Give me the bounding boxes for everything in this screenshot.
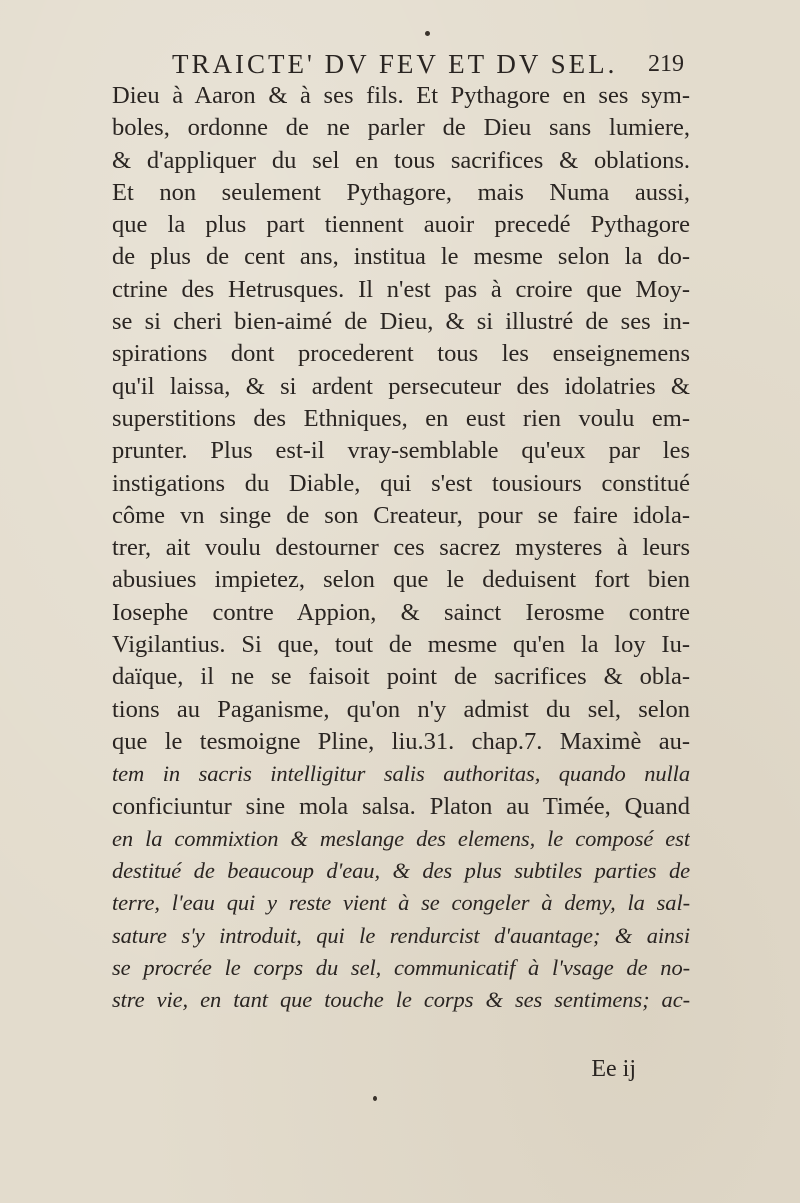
text-line: que le tesmoigne Pline, liu.31. chap.7. Maximè au- <box>112 727 690 755</box>
text-line: que la plus part tiennent auoir precedé Pythagore <box>112 211 690 239</box>
text-line: spirations dont procederent tous les enseignemens <box>112 340 690 368</box>
page-footer <box>556 1052 636 1086</box>
text-line: tions au Paganisme, qu'on n'y admist du sel, selon <box>112 695 690 723</box>
text-line: superstitions des Ethniques, en eust rien voulu em- <box>112 404 690 432</box>
text-line: daïque, il ne se faisoit point de sacrifices & obla- <box>112 663 690 691</box>
text-line: prunter. Plus est-il vray-semblable qu'eux par les <box>112 437 690 465</box>
page-number: 219 <box>648 51 684 77</box>
text-line: abusiues impietez, selon que le deduisent fort bien <box>112 566 690 594</box>
text-line: tem in sacris intelligitur salis authoritas, quando nulla <box>112 761 690 787</box>
text-line: se procrée le corps du sel, communicatif à l'vsage de no- <box>112 955 690 981</box>
text-line: stre vie, en tant que touche le corps & ses sentimens; ac- <box>112 987 690 1013</box>
text-line: Dieu à Aaron & à ses fils. Et Pythagore en ses sym- <box>112 82 690 109</box>
text-line: se si cheri bien-aimé de Dieu, & si illustré de ses in- <box>112 308 690 336</box>
text-line: Iosephe contre Appion, & sainct Ierosme contre <box>112 598 690 626</box>
running-title: TRAICTE' DV FEV ET DV SEL. <box>172 49 618 79</box>
text-line: Et non seulement Pythagore, mais Numa aussi, <box>112 178 690 206</box>
page-header <box>172 44 684 84</box>
text-line: côme vn singe de son Createur, pour se faire idola- <box>112 501 690 529</box>
text-line: en la commixtion & meslange des elemens, le composé est <box>112 825 690 851</box>
text-line: sature s'y introduit, qui le rendurcist d'auantage; & ainsi <box>112 922 690 948</box>
text-line: Vigilantius. Si que, tout de mesme qu'en la loy Iu- <box>112 631 690 659</box>
text-line: destitué de beaucoup d'eau, & des plus subtiles parties de <box>112 858 690 884</box>
text-line: trer, ait voulu destourner ces sacrez mysteres à leurs <box>112 534 690 562</box>
text-line: & d'appliquer du sel en tous sacrifices & oblations. <box>112 146 690 174</box>
text-line: terre, l'eau qui y reste vient à se congeler à demy, la sal- <box>112 890 690 916</box>
signature-mark: Ee ij <box>591 1056 636 1082</box>
text-line: ctrine des Hetrusques. Il n'est pas à croire que Moy- <box>112 275 690 303</box>
text-line: boles, ordonne de ne parler de Dieu sans lumiere, <box>112 114 690 142</box>
text-line: de plus de cent ans, institua le mesme selon la do- <box>112 243 690 271</box>
text-line: instigations du Diable, qui s'est tousiours constitué <box>112 469 690 497</box>
ink-speck <box>425 31 430 36</box>
text-line: qu'il laissa, & si ardent persecuteur des idolatries & <box>112 372 690 400</box>
text-line: conficiuntur sine mola salsa. Platon au Timée, Quand <box>112 792 690 820</box>
ink-speck <box>373 1096 377 1101</box>
body-text <box>112 80 690 1017</box>
